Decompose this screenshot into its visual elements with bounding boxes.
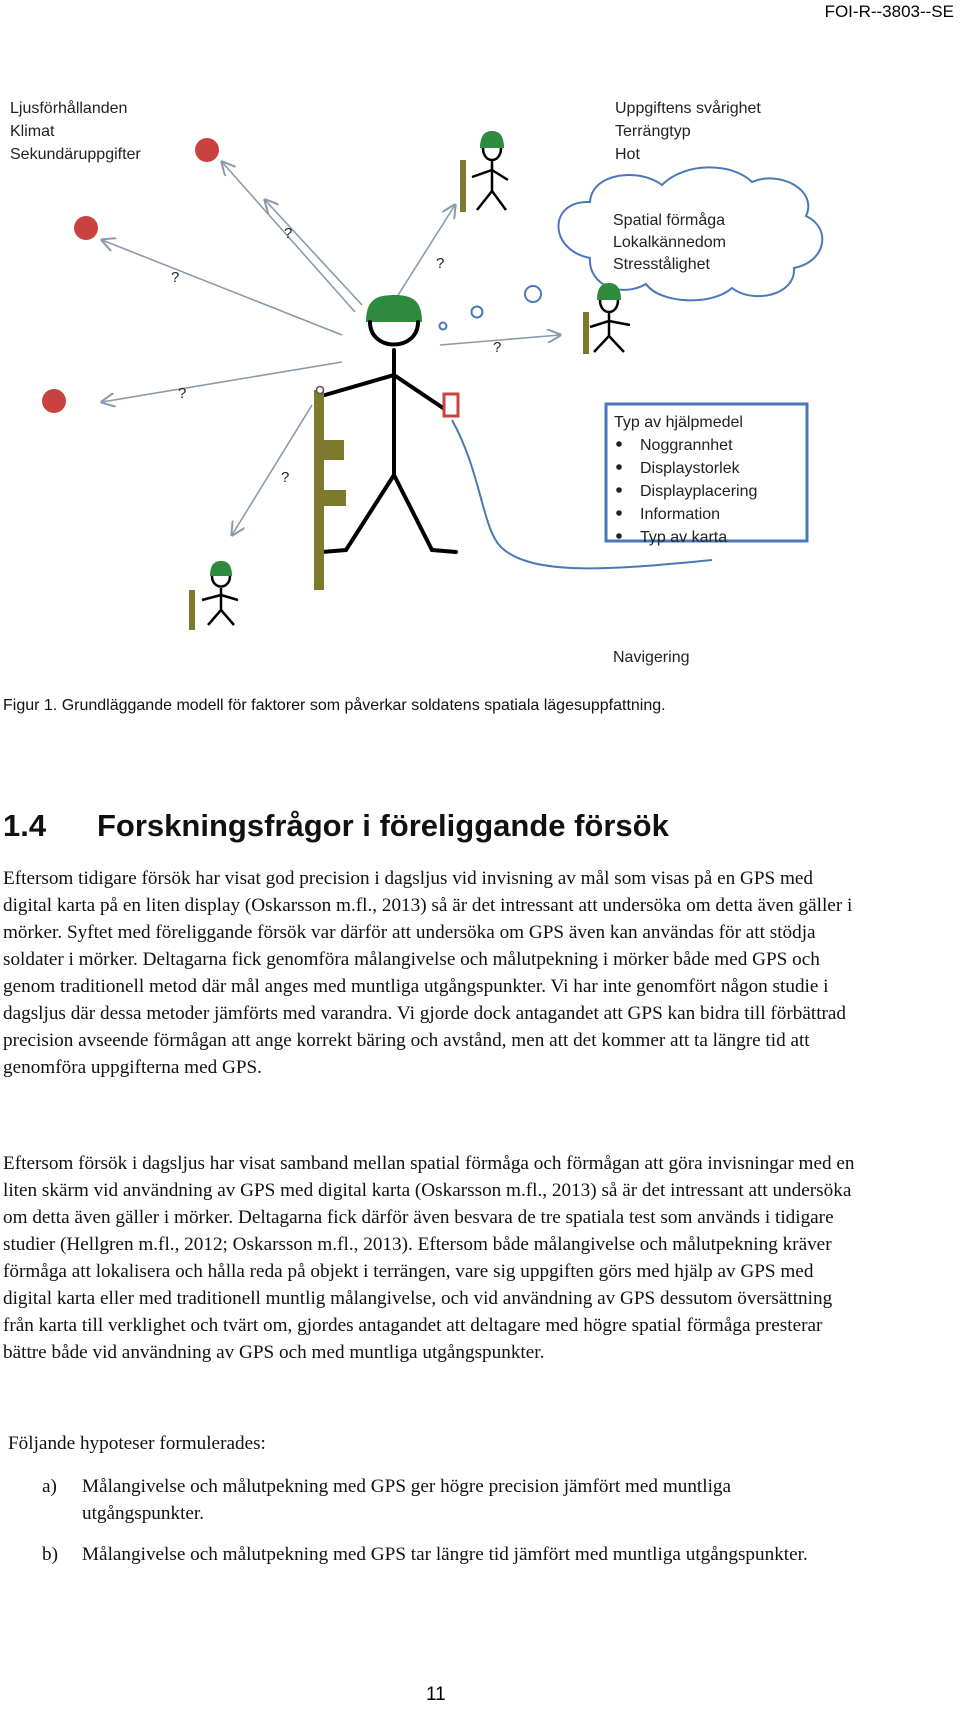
cloud-label: Stresstålighet [613, 256, 710, 273]
helmet-icon [366, 295, 422, 322]
influence-arrows [102, 162, 560, 535]
factor-label: Klimat [10, 123, 55, 140]
red-dot [195, 138, 219, 162]
cloud-label: Spatial förmåga [613, 212, 726, 229]
question-mark: ? [284, 225, 293, 242]
factor-label: Uppgiftens svårighet [615, 100, 761, 117]
helmet-icon [210, 561, 232, 576]
factor-label: Sekundäruppgifter [10, 146, 141, 163]
aid-box-item: Displayplacering [640, 483, 758, 500]
section-heading [3, 808, 669, 844]
model-figure [0, 90, 960, 690]
question-mark: ? [281, 469, 290, 486]
hypothesis-text: Målangivelse och målutpekning med GPS tar längre tid jämfört med muntliga utgångspunkter. [82, 1544, 808, 1565]
bullet-icon [616, 441, 622, 447]
small-soldier-top [460, 131, 508, 212]
individual-factors [613, 211, 726, 273]
body-paragraph: Eftersom försök i dagsljus har visat samband mellan spatial förmåga och förmågan att göra invisningar med en liten skärm vid användning av GPS med digital karta (Oskarsson m.fl., 2013) så är det intressant att undersöka om detta även gäller i mörker. Deltagarna fick därför även besvara de tre spatiala test som används i tidigare studier (Hellgren m.fl., 2012; Oskarsson m.fl., 2013). Eftersom både målangivelse och målutpekning kräver förmåga att lokalisera och hålla reda på objekt i terrängen, vare sig uppgiften görs med hjälp av GPS med digital karta eller med traditionell muntlig målangivelse, och vid användning av GPS dessutom översättning från karta till verklighet och tvärt om, gjordes antagandet att deltagare med högre spatial förmåga presterar bättre både vid användning av GPS och med muntliga utgångspunkter. [3, 1153, 855, 1363]
gps-device-icon [444, 394, 458, 416]
red-dot [42, 389, 66, 413]
aid-box-item: Displaystorlek [640, 460, 740, 477]
question-mark: ? [493, 339, 502, 356]
task-factors [615, 99, 761, 163]
section-number: 1.4 [3, 808, 47, 843]
page-number: 11 [426, 1684, 446, 1705]
small-soldier-bottom [189, 561, 238, 630]
aid-box-item: Typ av karta [640, 529, 728, 546]
section-title: Forskningsfrågor i föreliggande försök [97, 808, 669, 843]
list-marker: b) [42, 1544, 58, 1565]
rifle-icon [583, 312, 589, 354]
small-soldier-right [583, 283, 630, 354]
thought-bubble [525, 286, 541, 302]
question-mark: ? [178, 385, 187, 402]
hypotheses-intro: Följande hypoteser formulerades: [8, 1433, 266, 1454]
cloud-label: Lokalkännedom [613, 234, 726, 251]
body-paragraph: Eftersom tidigare försök har visat god precision i dagsljus vid invisning av mål som visas på en GPS med digital karta på en liten display (Oskarsson m.fl., 2013) så är det intressant att undersöka om detta även gäller i mörker. Syftet med föreliggande försök var därför att undersöka om GPS även kan användas för att stödja soldater i mörker. Deltagarna fick genomföra målangivelse och målutpekning i mörker både med GPS och genom traditionell metod där mål anges med muntliga utgångspunkter. Vi har inte genomfört någon studie i dagsljus där dessa metoder jämförts med varandra. Vi gjorde dock antagandet att GPS kan bidra till förbättrad precision avseende förmågan att ange korrekt bäring och avstånd, men att det kommer att ta längre tid att genomföra uppgifterna med GPS. [3, 868, 853, 1078]
aid-box-title: Typ av hjälpmedel [614, 414, 743, 431]
list-marker: a) [42, 1476, 57, 1497]
red-dot [74, 216, 98, 240]
thought-bubble [472, 307, 483, 318]
question-mark: ? [436, 255, 445, 272]
environment-factors [10, 99, 141, 163]
figure-caption: Figur 1. Grundläggande modell för faktorer som påverkar soldatens spatiala lägesuppfattning. [3, 697, 666, 714]
navigation-label: Navigering [613, 649, 690, 666]
report-id: FOI-R--3803--SE [824, 2, 954, 21]
factor-label: Hot [615, 146, 640, 163]
factor-label: Terrängtyp [615, 123, 691, 140]
rifle-icon [460, 160, 466, 212]
bullet-icon [616, 487, 622, 493]
factor-label: Ljusförhållanden [10, 100, 128, 117]
bullet-icon [616, 510, 622, 516]
question-mark: ? [171, 269, 180, 286]
bullet-icon [616, 464, 622, 470]
bullet-icon [616, 533, 622, 539]
aid-box-item: Noggrannhet [640, 437, 733, 454]
rifle-icon [189, 590, 195, 630]
helmet-icon [480, 131, 504, 148]
aid-box-item: Information [640, 506, 721, 523]
thought-bubble [440, 323, 447, 330]
rifle-icon [314, 387, 346, 591]
hypothesis-text: Målangivelse och målutpekning med GPS ger högre precision jämfört med muntliga utgångspunkter. [82, 1476, 732, 1524]
aid-type-box [606, 404, 807, 546]
central-soldier [322, 295, 456, 552]
